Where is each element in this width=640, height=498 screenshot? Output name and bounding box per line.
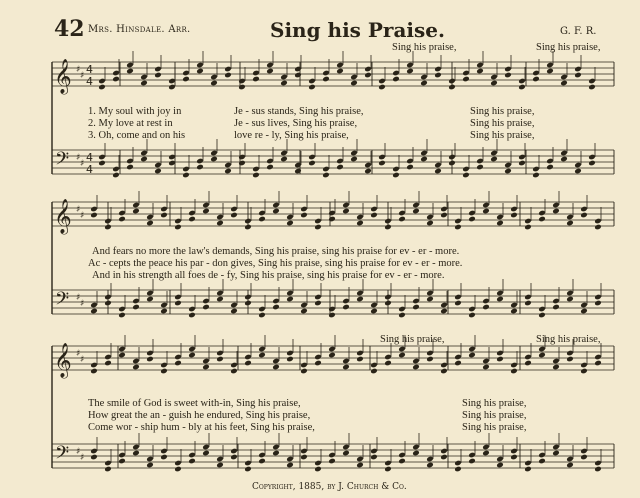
- refrain-label-2: Sing his praise,: [536, 42, 601, 53]
- note-head: [496, 220, 504, 227]
- note-head: [566, 462, 574, 469]
- sharp-icon: ♯: [76, 447, 81, 457]
- refrain-label-3: Sing his praise,: [380, 334, 445, 345]
- note-head: [496, 462, 504, 469]
- note-head: [426, 462, 434, 469]
- arranger-credit: Mrs. Hinsdale. Arr.: [88, 24, 191, 35]
- note-head: [258, 352, 266, 359]
- note-head: [196, 164, 204, 171]
- note-head: [300, 368, 308, 375]
- verse-3-line-2: And in his strength all foes de - fy, Sing his praise, sing his praise for ev - er - more.: [92, 270, 445, 281]
- time-signature-top: 4: [86, 63, 93, 76]
- note-head: [552, 208, 560, 215]
- note-head: [370, 308, 378, 315]
- note-head: [384, 466, 392, 473]
- note-head: [118, 312, 126, 319]
- note-head: [462, 76, 470, 83]
- note-head: [118, 216, 126, 223]
- note-head: [434, 72, 442, 79]
- note-head: [356, 462, 364, 469]
- note-head: [440, 368, 448, 375]
- note-head: [188, 458, 196, 465]
- note-head: [90, 368, 98, 375]
- note-head: [440, 308, 448, 315]
- note-head: [398, 216, 406, 223]
- note-head: [188, 312, 196, 319]
- note-head: [140, 80, 148, 87]
- note-head: [420, 156, 428, 163]
- note-head: [364, 72, 372, 79]
- note-head: [412, 450, 420, 457]
- note-head: [126, 164, 134, 171]
- note-head: [328, 312, 336, 319]
- note-head: [552, 450, 560, 457]
- bass-clef-icon: 𝄢: [55, 149, 70, 174]
- verse-2-part-c: Sing his praise,: [470, 118, 535, 129]
- note-head: [146, 462, 154, 469]
- note-head: [104, 466, 112, 473]
- note-head: [286, 356, 294, 363]
- verse-2-line-3: How great the an - guish he endured, Sing his praise,: [88, 410, 311, 421]
- note-head: [538, 352, 546, 359]
- sharp-icon: ♯: [76, 153, 81, 163]
- sharp-icon: ♯: [80, 453, 85, 463]
- note-head: [314, 466, 322, 473]
- note-head: [210, 80, 218, 87]
- note-head: [238, 84, 246, 91]
- note-head: [146, 356, 154, 363]
- note-head: [566, 356, 574, 363]
- note-head: [364, 168, 372, 175]
- note-head: [90, 212, 98, 219]
- note-head: [300, 212, 308, 219]
- note-head: [560, 156, 568, 163]
- note-head: [160, 308, 168, 315]
- note-head: [580, 308, 588, 315]
- note-head: [552, 304, 560, 311]
- note-head: [392, 172, 400, 179]
- note-head: [196, 68, 204, 75]
- note-head: [412, 304, 420, 311]
- note-head: [216, 296, 224, 303]
- note-head: [510, 454, 518, 461]
- note-head: [202, 208, 210, 215]
- note-head: [300, 454, 308, 461]
- note-head: [174, 466, 182, 473]
- note-head: [574, 72, 582, 79]
- note-head: [406, 164, 414, 171]
- note-head: [482, 364, 490, 371]
- note-head: [412, 208, 420, 215]
- note-head: [412, 364, 420, 371]
- note-head: [524, 466, 532, 473]
- note-head: [406, 68, 414, 75]
- note-head: [532, 172, 540, 179]
- note-head: [356, 296, 364, 303]
- note-head: [510, 368, 518, 375]
- note-head: [356, 356, 364, 363]
- note-head: [518, 160, 526, 167]
- note-head: [476, 164, 484, 171]
- note-head: [280, 156, 288, 163]
- note-head: [224, 72, 232, 79]
- verse-3-part-b: love re - ly, Sing his praise,: [234, 130, 349, 141]
- note-head: [154, 168, 162, 175]
- note-head: [378, 84, 386, 91]
- note-head: [294, 72, 302, 79]
- treble-clef-icon: 𝄞: [54, 343, 72, 378]
- note-head: [468, 352, 476, 359]
- note-head: [140, 156, 148, 163]
- note-head: [314, 224, 322, 231]
- verse-3-line-3-refrain: Sing his praise,: [462, 422, 527, 433]
- verse-1-part-a: 1. My soul with joy in: [88, 106, 182, 117]
- note-head: [174, 360, 182, 367]
- sharp-icon: ♯: [76, 349, 81, 359]
- note-head: [146, 220, 154, 227]
- note-head: [160, 212, 168, 219]
- verse-3-part-c: Sing his praise,: [470, 130, 535, 141]
- note-head: [244, 360, 252, 367]
- sharp-icon: ♯: [80, 211, 85, 221]
- note-head: [496, 356, 504, 363]
- copyright-notice: Copyright, 1885, by J. Church & Co.: [252, 482, 407, 492]
- note-head: [154, 72, 162, 79]
- note-head: [398, 458, 406, 465]
- bass-clef-icon: 𝄢: [55, 443, 70, 468]
- refrain-label-4: Sing his praise,: [536, 334, 601, 345]
- note-head: [210, 156, 218, 163]
- note-head: [454, 224, 462, 231]
- note-head: [420, 80, 428, 87]
- note-head: [594, 224, 602, 231]
- verse-2-line-3-refrain: Sing his praise,: [462, 410, 527, 421]
- note-head: [384, 224, 392, 231]
- note-head: [224, 168, 232, 175]
- note-head: [258, 458, 266, 465]
- note-head: [524, 360, 532, 367]
- note-head: [146, 296, 154, 303]
- note-head: [510, 212, 518, 219]
- note-head: [546, 164, 554, 171]
- note-head: [440, 454, 448, 461]
- note-head: [160, 368, 168, 375]
- note-head: [342, 450, 350, 457]
- verse-1-part-b: Je - sus stands, Sing his praise,: [234, 106, 364, 117]
- note-head: [370, 212, 378, 219]
- note-head: [350, 80, 358, 87]
- author-credit: G. F. R.: [560, 26, 597, 37]
- note-head: [384, 360, 392, 367]
- note-head: [258, 312, 266, 319]
- note-head: [160, 454, 168, 461]
- note-head: [524, 300, 532, 307]
- note-head: [342, 304, 350, 311]
- note-head: [440, 212, 448, 219]
- note-head: [538, 312, 546, 319]
- note-head: [448, 160, 456, 167]
- note-head: [594, 360, 602, 367]
- note-head: [286, 462, 294, 469]
- verse-1-part-c: Sing his praise,: [470, 106, 535, 117]
- verse-2-part-a: 2. My love at rest in: [88, 118, 173, 129]
- note-head: [98, 160, 106, 167]
- note-head: [244, 224, 252, 231]
- note-head: [272, 304, 280, 311]
- note-head: [118, 458, 126, 465]
- note-head: [90, 308, 98, 315]
- note-head: [342, 364, 350, 371]
- note-head: [336, 164, 344, 171]
- note-head: [216, 220, 224, 227]
- note-head: [476, 68, 484, 75]
- verse-1-line-2: And fears no more the law's demands, Sing his praise, sing his praise for ev - er - more.: [92, 246, 460, 257]
- note-head: [188, 216, 196, 223]
- note-head: [132, 304, 140, 311]
- note-head: [468, 216, 476, 223]
- note-head: [202, 304, 210, 311]
- note-head: [266, 68, 274, 75]
- note-head: [216, 462, 224, 469]
- verse-1-line-3-refrain: Sing his praise,: [462, 398, 527, 409]
- note-head: [188, 352, 196, 359]
- note-head: [230, 454, 238, 461]
- time-signature-bottom: 4: [86, 163, 93, 176]
- note-head: [392, 76, 400, 83]
- note-head: [182, 172, 190, 179]
- note-head: [202, 364, 210, 371]
- note-head: [566, 220, 574, 227]
- note-head: [560, 80, 568, 87]
- note-head: [272, 450, 280, 457]
- note-head: [104, 224, 112, 231]
- verse-2-part-b: Je - sus lives, Sing his praise,: [234, 118, 358, 129]
- note-head: [216, 356, 224, 363]
- sharp-icon: ♯: [80, 159, 85, 169]
- sharp-icon: ♯: [76, 65, 81, 75]
- note-head: [482, 304, 490, 311]
- note-head: [132, 364, 140, 371]
- note-head: [322, 76, 330, 83]
- note-head: [230, 368, 238, 375]
- note-head: [104, 360, 112, 367]
- note-head: [308, 160, 316, 167]
- note-head: [280, 80, 288, 87]
- note-head: [252, 76, 260, 83]
- note-head: [112, 76, 120, 83]
- note-head: [174, 224, 182, 231]
- note-head: [272, 208, 280, 215]
- note-head: [238, 160, 246, 167]
- note-head: [546, 68, 554, 75]
- refrain-label-1: Sing his praise,: [392, 42, 457, 53]
- note-head: [398, 352, 406, 359]
- note-head: [538, 458, 546, 465]
- sharp-icon: ♯: [80, 71, 85, 81]
- note-head: [272, 364, 280, 371]
- note-head: [594, 300, 602, 307]
- note-head: [524, 224, 532, 231]
- note-head: [112, 172, 120, 179]
- treble-clef-icon: 𝄞: [54, 59, 72, 94]
- note-head: [468, 458, 476, 465]
- note-head: [490, 156, 498, 163]
- note-head: [328, 216, 336, 223]
- note-head: [448, 84, 456, 91]
- note-head: [244, 466, 252, 473]
- note-head: [398, 312, 406, 319]
- note-head: [538, 216, 546, 223]
- note-head: [462, 172, 470, 179]
- time-signature-bottom: 4: [86, 75, 93, 88]
- note-head: [580, 212, 588, 219]
- note-head: [336, 68, 344, 75]
- page-number: 42: [54, 16, 85, 42]
- note-head: [90, 454, 98, 461]
- note-head: [454, 300, 462, 307]
- verse-3-line-3: Come wor - ship hum - bly at his feet, Sing his praise,: [88, 422, 315, 433]
- note-head: [314, 300, 322, 307]
- note-head: [300, 308, 308, 315]
- note-head: [426, 356, 434, 363]
- note-head: [504, 168, 512, 175]
- note-head: [182, 76, 190, 83]
- note-head: [356, 220, 364, 227]
- note-head: [482, 450, 490, 457]
- note-head: [510, 308, 518, 315]
- note-head: [230, 212, 238, 219]
- note-head: [454, 466, 462, 473]
- note-head: [490, 80, 498, 87]
- treble-clef-icon: 𝄞: [54, 199, 72, 234]
- sharp-icon: ♯: [80, 355, 85, 365]
- note-head: [504, 72, 512, 79]
- note-head: [370, 368, 378, 375]
- note-head: [266, 164, 274, 171]
- note-head: [252, 172, 260, 179]
- note-head: [588, 84, 596, 91]
- note-head: [350, 156, 358, 163]
- note-head: [258, 216, 266, 223]
- note-head: [454, 360, 462, 367]
- note-head: [518, 84, 526, 91]
- note-head: [532, 76, 540, 83]
- note-head: [434, 168, 442, 175]
- note-head: [308, 84, 316, 91]
- note-head: [342, 208, 350, 215]
- time-signature-top: 4: [86, 151, 93, 164]
- note-head: [552, 364, 560, 371]
- note-head: [580, 454, 588, 461]
- note-head: [378, 160, 386, 167]
- note-head: [132, 208, 140, 215]
- note-head: [294, 168, 302, 175]
- verse-1-line-3: The smile of God is sweet with-in, Sing his praise,: [88, 398, 301, 409]
- note-head: [496, 296, 504, 303]
- note-head: [328, 458, 336, 465]
- note-head: [580, 368, 588, 375]
- note-head: [384, 300, 392, 307]
- note-head: [328, 352, 336, 359]
- note-head: [286, 296, 294, 303]
- note-head: [482, 208, 490, 215]
- note-head: [118, 352, 126, 359]
- note-head: [426, 296, 434, 303]
- note-head: [202, 450, 210, 457]
- sharp-icon: ♯: [76, 205, 81, 215]
- note-head: [566, 296, 574, 303]
- note-head: [244, 300, 252, 307]
- note-head: [98, 84, 106, 91]
- sharp-icon: ♯: [76, 293, 81, 303]
- note-head: [230, 308, 238, 315]
- note-head: [104, 300, 112, 307]
- note-head: [426, 220, 434, 227]
- verse-2-line-2: Ac - cepts the peace his par - don gives, Sing his praise, sing his praise for ev - er - more.: [88, 258, 463, 269]
- note-head: [322, 172, 330, 179]
- note-head: [174, 300, 182, 307]
- note-head: [468, 312, 476, 319]
- note-head: [588, 160, 596, 167]
- verse-3-part-a: 3. Oh, come and on his: [88, 130, 186, 141]
- bass-clef-icon: 𝄢: [55, 289, 70, 314]
- note-head: [126, 68, 134, 75]
- note-head: [594, 466, 602, 473]
- note-head: [132, 450, 140, 457]
- note-head: [370, 454, 378, 461]
- sharp-icon: ♯: [80, 299, 85, 309]
- note-head: [286, 220, 294, 227]
- note-head: [314, 360, 322, 367]
- note-head: [574, 168, 582, 175]
- hymn-title: Sing his Praise.: [270, 18, 445, 42]
